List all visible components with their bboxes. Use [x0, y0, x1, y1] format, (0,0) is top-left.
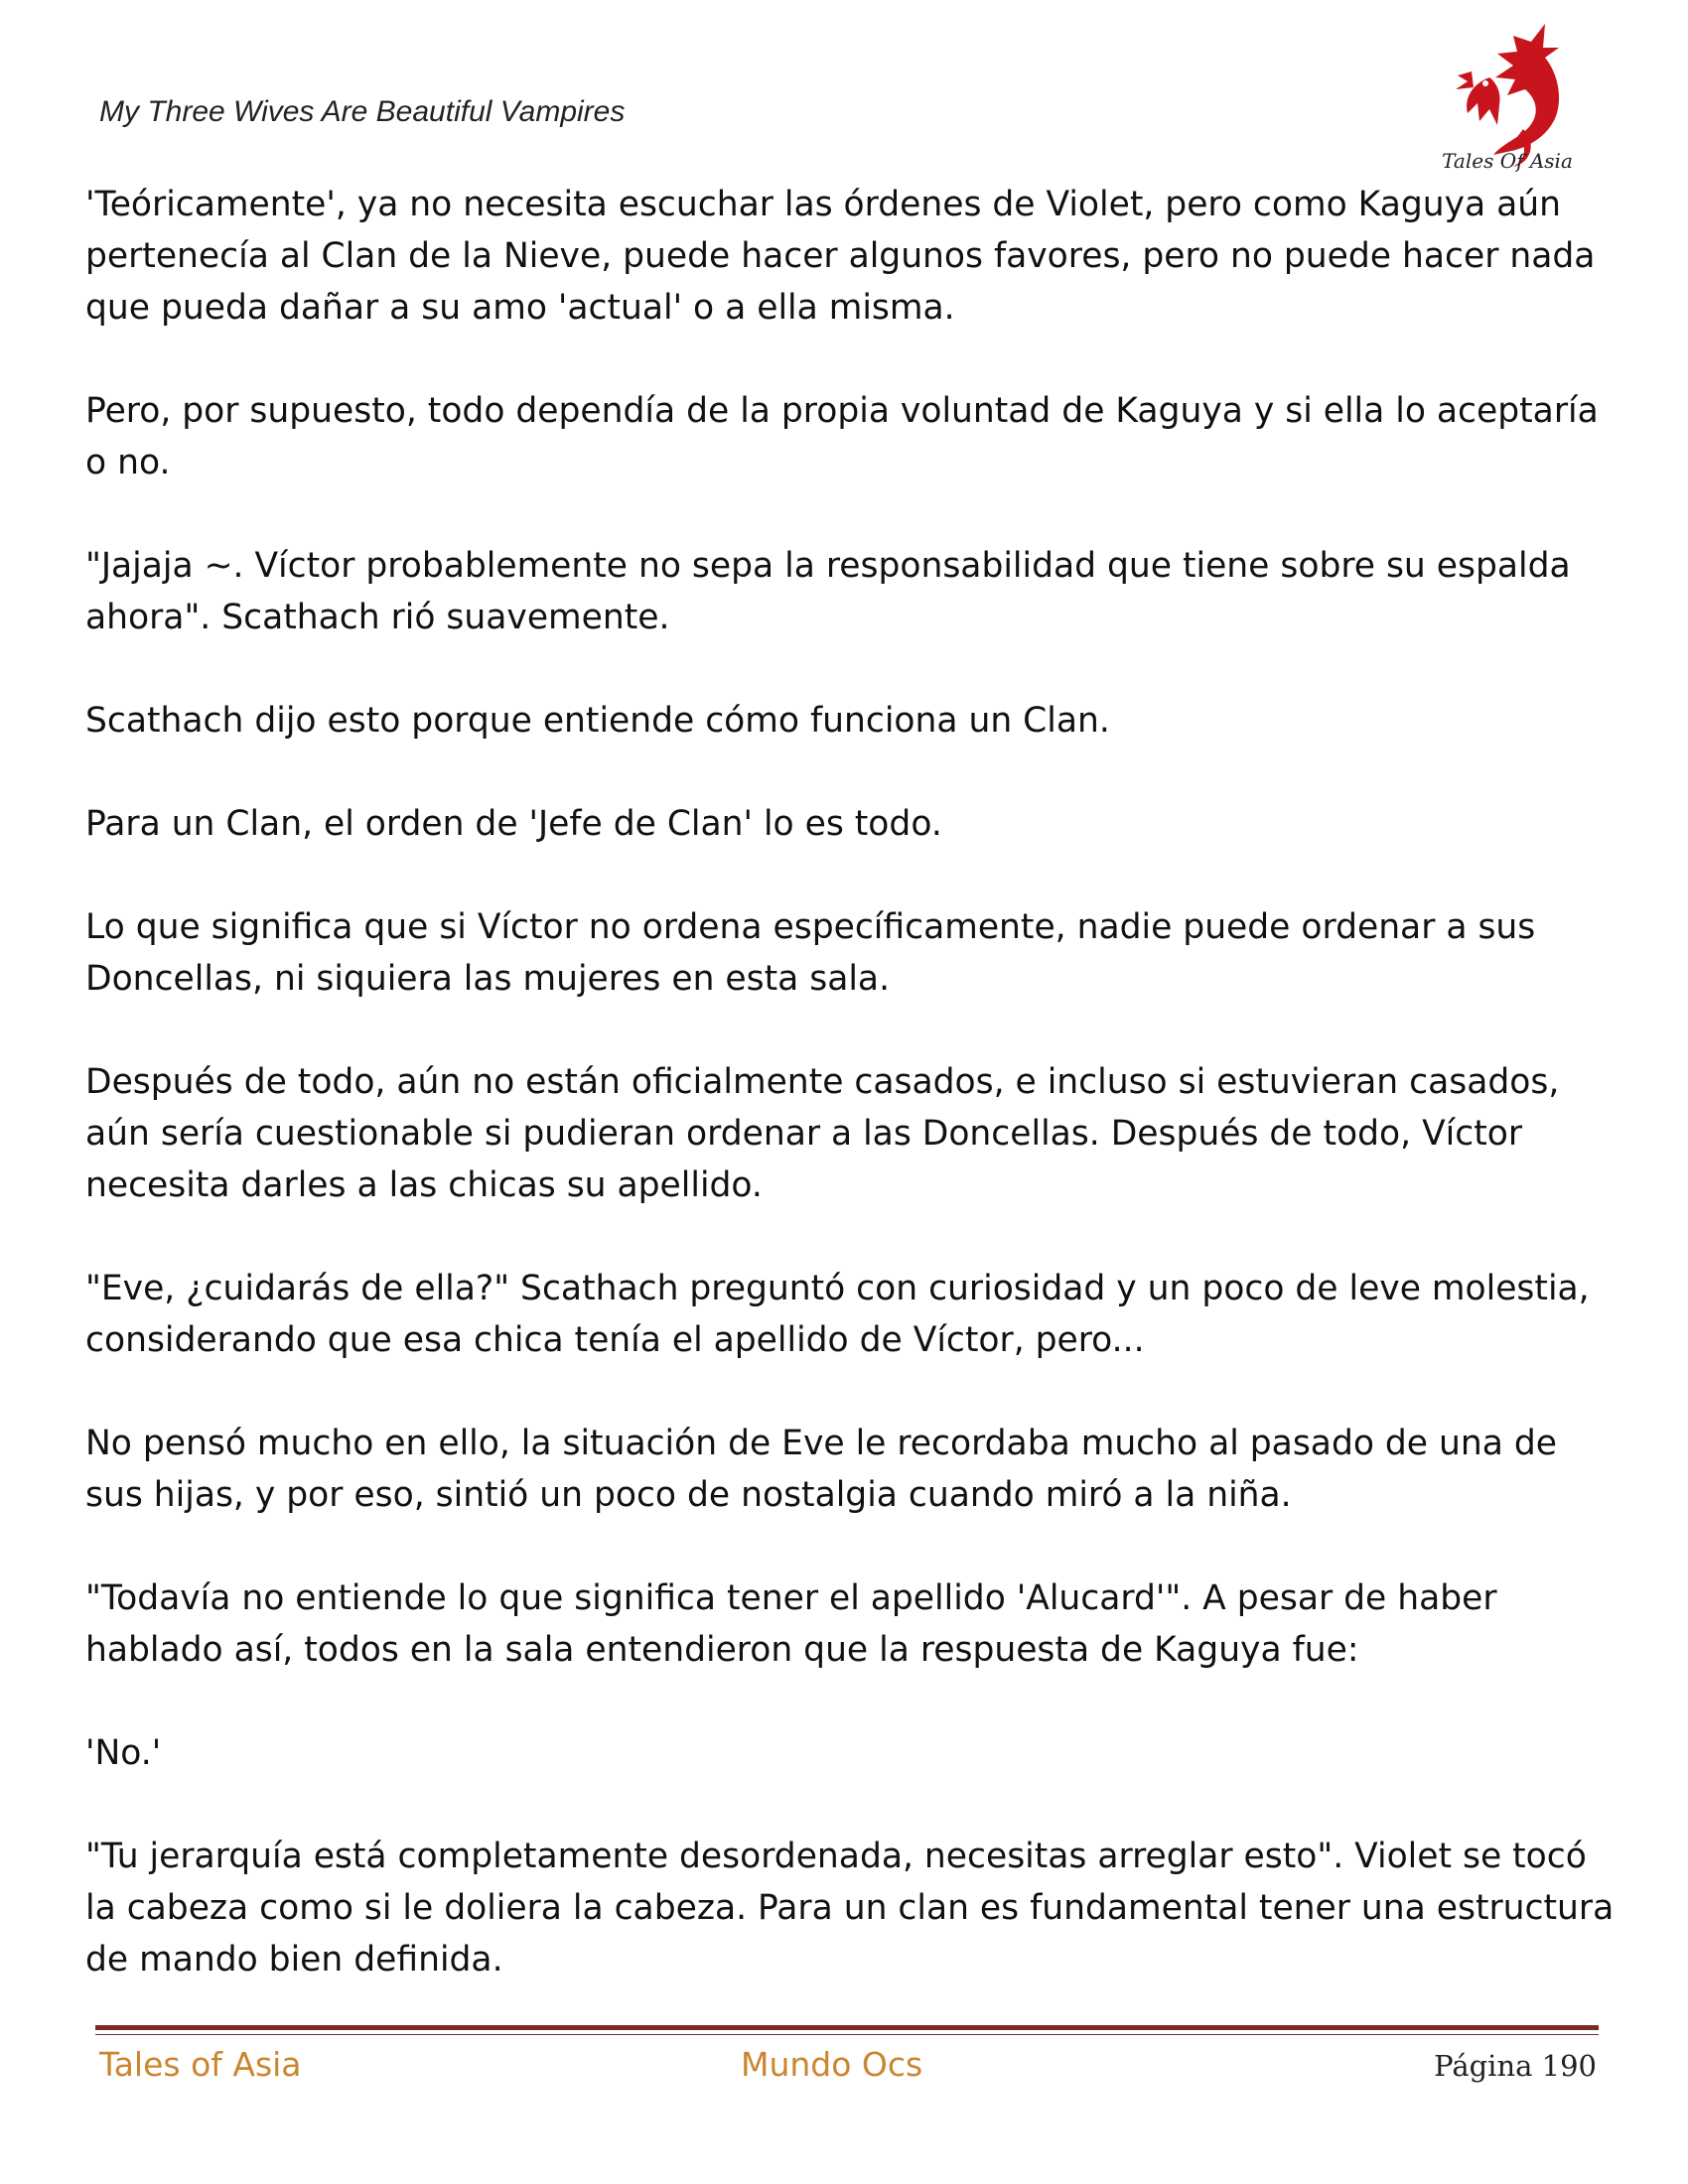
- footer-divider: [95, 2025, 1599, 2030]
- paragraph: "Eve, ¿cuidarás de ella?" Scathach preguntó con curiosidad y un poco de leve molestia, considerando que esa chica tenía el apellido de Víctor, pero...: [85, 1269, 1590, 1360]
- document-header-title: My Three Wives Are Beautiful Vampires: [99, 95, 626, 128]
- footer-divider-thin: [95, 2034, 1599, 2035]
- page-number: Página 190: [1434, 2049, 1597, 2083]
- paragraph: "Todavía no entiende lo que significa tener el apellido 'Alucard'". A pesar de haber hablado así, todos en la sala entendieron que la respuesta de Kaguya fue:: [85, 1578, 1497, 1670]
- paragraph: Scathach dijo esto porque entiende cómo funciona un Clan.: [85, 701, 1110, 741]
- paragraph: 'No.': [85, 1733, 162, 1773]
- paragraph: 'Teóricamente', ya no necesita escuchar las órdenes de Violet, pero como Kaguya aún pertenecía al Clan de la Nieve, puede hacer algunos favores, pero no puede hacer nada que pueda dañar a su amo 'actual' o a ella misma.: [85, 185, 1596, 328]
- footer-section: Mundo Ocs: [741, 2045, 923, 2084]
- document-body: [85, 179, 1615, 2037]
- paragraph: No pensó mucho en ello, la situación de Eve le recordaba mucho al pasado de una de sus hijas, y por eso, sintió un poco de nostalgia cuando miró a la niña.: [85, 1424, 1557, 1515]
- paragraph: Pero, por supuesto, todo dependía de la propia voluntad de Kaguya y si ella lo aceptaría o no.: [85, 391, 1599, 482]
- logo-text: Tales Of Asia: [1442, 149, 1573, 173]
- paragraph: Después de todo, aún no están oficialmente casados, e incluso si estuvieran casados, aún sería cuestionable si pudieran ordenar a las Doncellas. Después de todo, Víctor necesita darles a las chicas su apellido.: [85, 1062, 1560, 1205]
- paragraph: "Tu jerarquía está completamente desordenada, necesitas arreglar esto". Violet se tocó la cabeza como si le doliera la cabeza. Para un clan es fundamental tener una estructura de mando bien definida.: [85, 1837, 1615, 1979]
- footer-source: Tales of Asia: [99, 2045, 302, 2084]
- paragraph: "Jajaja ~. Víctor probablemente no sepa la responsabilidad que tiene sobre su espalda ahora". Scathach rió suavemente.: [85, 546, 1571, 637]
- paragraph: Lo que significa que si Víctor no ordena específicamente, nadie puede ordenar a sus Doncellas, ni siquiera las mujeres en esta sala.: [85, 907, 1536, 999]
- paragraph: Para un Clan, el orden de 'Jefe de Clan' lo es todo.: [85, 804, 942, 844]
